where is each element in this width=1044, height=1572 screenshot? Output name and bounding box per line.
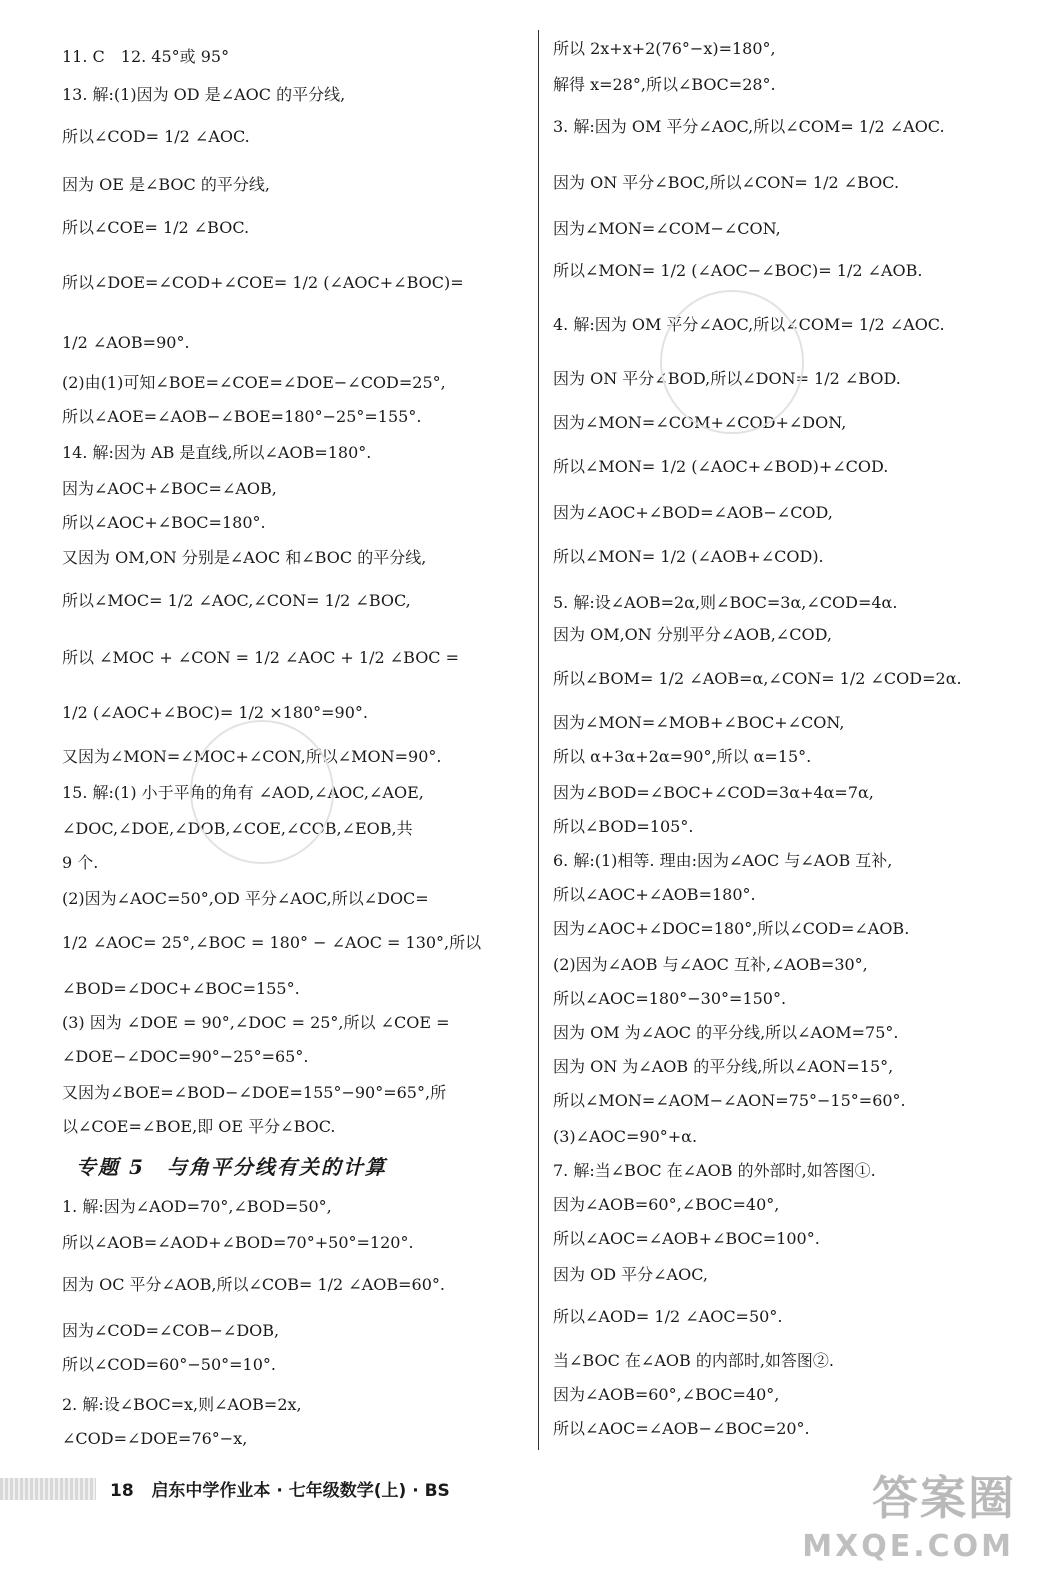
text-line: 因为 OD 平分∠AOC,: [553, 1265, 708, 1284]
text-line: 所以∠MON=∠AOM−∠AON=75°−15°=60°.: [553, 1091, 906, 1110]
text-line: 6. 解:(1)相等. 理由:因为∠AOC 与∠AOB 互补,: [553, 851, 893, 870]
text-line: 所以∠BOM= 1/2 ∠AOB=α,∠CON= 1/2 ∠COD=2α.: [553, 669, 962, 688]
text-line: 因为 OE 是∠BOC 的平分线,: [62, 175, 270, 194]
text-line: 所以∠AOC+∠AOB=180°.: [553, 885, 756, 904]
text-line: 所以∠BOD=105°.: [553, 817, 694, 836]
text-line: 所以∠COD=60°−50°=10°.: [62, 1355, 276, 1374]
text-line: 解得 x=28°,所以∠BOC=28°.: [553, 75, 776, 94]
footer-decor-bar: [0, 1478, 96, 1500]
text-line: 所以 α+3α+2α=90°,所以 α=15°.: [553, 747, 812, 766]
faint-stamp-right: [660, 290, 804, 434]
text-line: 专题 5 与角平分线有关的计算: [76, 1155, 387, 1179]
text-line: 11. C 12. 45°或 95°: [62, 47, 230, 66]
text-line: 因为 ON 为∠AOB 的平分线,所以∠AON=15°,: [553, 1057, 894, 1076]
text-line: 所以∠AOE=∠AOB−∠BOE=180°−25°=155°.: [62, 407, 422, 426]
text-line: 所以∠COE= 1/2 ∠BOC.: [62, 218, 250, 237]
text-line: 当∠BOC 在∠AOB 的内部时,如答图②.: [553, 1351, 835, 1370]
text-line: 因为 OM,ON 分别平分∠AOB,∠COD,: [553, 625, 832, 644]
text-line: (2)因为∠AOC=50°,OD 平分∠AOC,所以∠DOC=: [62, 889, 429, 908]
text-line: 所以∠COD= 1/2 ∠AOC.: [62, 127, 250, 146]
text-line: 7. 解:当∠BOC 在∠AOB 的外部时,如答图①.: [553, 1161, 876, 1180]
text-line: 所以∠MON= 1/2 (∠AOC−∠BOC)= 1/2 ∠AOB.: [553, 261, 923, 280]
page-number: 18: [110, 1481, 134, 1501]
text-line: 2. 解:设∠BOC=x,则∠AOB=2x,: [62, 1395, 302, 1414]
text-line: 所以∠AOB=∠AOD+∠BOD=70°+50°=120°.: [62, 1233, 414, 1252]
text-line: (2)由(1)可知∠BOE=∠COE=∠DOE−∠COD=25°,: [62, 373, 446, 392]
text-line: 因为∠AOC+∠BOD=∠AOB−∠COD,: [553, 503, 833, 522]
text-line: 因为∠AOC+∠DOC=180°,所以∠COD=∠AOB.: [553, 919, 910, 938]
text-line: 1/2 ∠AOB=90°.: [62, 333, 190, 352]
text-line: 3. 解:因为 OM 平分∠AOC,所以∠COM= 1/2 ∠AOC.: [553, 117, 945, 136]
text-line: ∠DOC,∠DOE,∠DOB,∠COE,∠COB,∠EOB,共: [62, 819, 413, 838]
text-line: 4. 解:因为 OM 平分∠AOC,所以∠COM= 1/2 ∠AOC.: [553, 315, 945, 334]
watermark-logo: 答案圈: [872, 1471, 1016, 1525]
faint-stamp-left: [190, 720, 334, 864]
text-line: ∠COD=∠DOE=76°−x,: [62, 1429, 248, 1448]
text-line: 1/2 ∠AOC= 25°,∠BOC = 180° − ∠AOC = 130°,所以: [62, 933, 482, 952]
text-line: 因为∠MON=∠COM+∠COD+∠DON,: [553, 413, 847, 432]
text-line: 又因为 OM,ON 分别是∠AOC 和∠BOC 的平分线,: [62, 548, 427, 567]
text-line: 因为∠MON=∠MOB+∠BOC+∠CON,: [553, 713, 845, 732]
text-line: ∠BOD=∠DOC+∠BOC=155°.: [62, 979, 300, 998]
book-title: 启东中学作业本 · 七年级数学(上) · BS: [151, 1481, 450, 1501]
text-line: 以∠COE=∠BOE,即 OE 平分∠BOC.: [62, 1117, 336, 1136]
text-line: 所以 2x+x+2(76°−x)=180°,: [553, 39, 776, 58]
text-line: 1/2 (∠AOC+∠BOC)= 1/2 ×180°=90°.: [62, 703, 368, 722]
text-line: 因为 OM 为∠AOC 的平分线,所以∠AOM=75°.: [553, 1023, 899, 1042]
text-line: 因为∠AOB=60°,∠BOC=40°,: [553, 1385, 780, 1404]
text-line: 因为∠BOD=∠BOC+∠COD=3α+4α=7α,: [553, 783, 874, 802]
text-line: 所以∠MON= 1/2 (∠AOB+∠COD).: [553, 547, 824, 566]
text-line: (2)因为∠AOB 与∠AOC 互补,∠AOB=30°,: [553, 955, 868, 974]
text-line: 14. 解:因为 AB 是直线,所以∠AOB=180°.: [62, 443, 372, 462]
text-line: 所以 ∠MOC + ∠CON = 1/2 ∠AOC + 1/2 ∠BOC =: [62, 648, 460, 667]
text-line: 所以∠AOC+∠BOC=180°.: [62, 513, 266, 532]
text-line: 因为∠AOB=60°,∠BOC=40°,: [553, 1195, 780, 1214]
text-line: 因为 OC 平分∠AOB,所以∠COB= 1/2 ∠AOB=60°.: [62, 1275, 445, 1294]
text-line: 因为 ON 平分∠BOD,所以∠DON= 1/2 ∠BOD.: [553, 369, 901, 388]
text-line: 又因为∠BOE=∠BOD−∠DOE=155°−90°=65°,所: [62, 1083, 447, 1102]
text-line: 所以∠DOE=∠COD+∠COE= 1/2 (∠AOC+∠BOC)=: [62, 273, 464, 292]
text-line: 15. 解:(1) 小于平角的角有 ∠AOD,∠AOC,∠AOE,: [62, 783, 424, 802]
text-line: 因为∠AOC+∠BOC=∠AOB,: [62, 479, 277, 498]
text-line: 因为∠COD=∠COB−∠DOB,: [62, 1321, 280, 1340]
text-line: 所以∠MON= 1/2 (∠AOC+∠BOD)+∠COD.: [553, 457, 889, 476]
watermark-url: MXQE.COM: [802, 1529, 1014, 1564]
footer-text: [110, 1476, 450, 1501]
text-line: 13. 解:(1)因为 OD 是∠AOC 的平分线,: [62, 85, 346, 104]
text-line: 所以∠AOD= 1/2 ∠AOC=50°.: [553, 1307, 783, 1326]
text-line: 因为∠MON=∠COM−∠CON,: [553, 219, 781, 238]
text-line: (3) 因为 ∠DOE = 90°,∠DOC = 25°,所以 ∠COE =: [62, 1013, 450, 1032]
text-line: 5. 解:设∠AOB=2α,则∠BOC=3α,∠COD=4α.: [553, 593, 898, 612]
text-line: 所以∠AOC=180°−30°=150°.: [553, 989, 787, 1008]
text-line: 因为 ON 平分∠BOC,所以∠CON= 1/2 ∠BOC.: [553, 173, 900, 192]
text-line: 又因为∠MON=∠MOC+∠CON,所以∠MON=90°.: [62, 747, 442, 766]
text-line: 所以∠AOC=∠AOB−∠BOC=20°.: [553, 1419, 810, 1438]
text-line: (3)∠AOC=90°+α.: [553, 1127, 698, 1146]
text-line: 1. 解:因为∠AOD=70°,∠BOD=50°,: [62, 1197, 332, 1216]
text-line: 所以∠AOC=∠AOB+∠BOC=100°.: [553, 1229, 820, 1248]
column-divider: [538, 30, 539, 1450]
text-line: ∠DOE−∠DOC=90°−25°=65°.: [62, 1047, 309, 1066]
text-line: 所以∠MOC= 1/2 ∠AOC,∠CON= 1/2 ∠BOC,: [62, 591, 411, 610]
text-line: 9 个.: [62, 853, 99, 872]
